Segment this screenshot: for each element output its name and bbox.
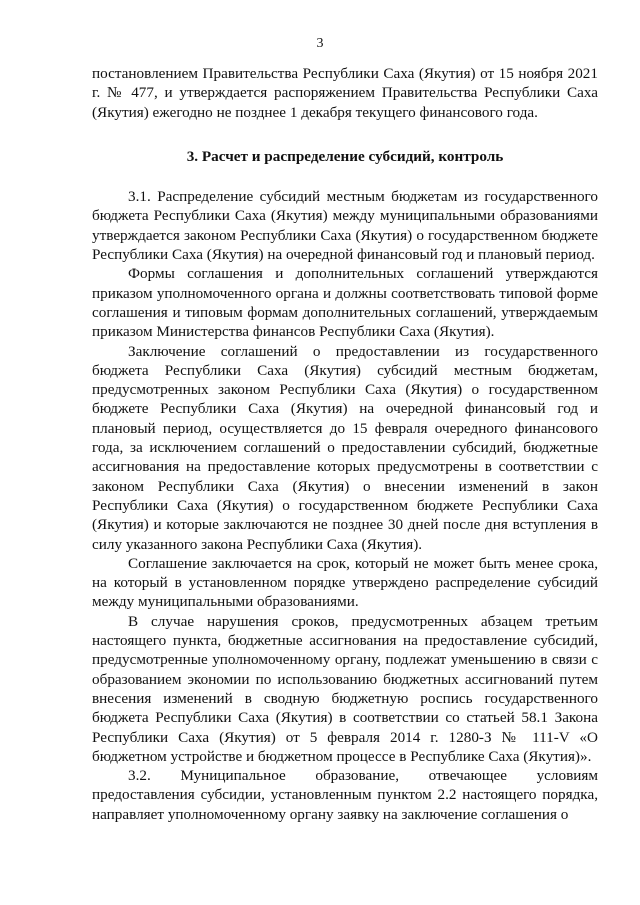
intro-paragraph: постановлением Правительства Республики Саха (Якутия) от 15 ноября 2021 г. № 477, и утверждается распоряжением Правительства Республики Саха (Якутия) ежегодно не позднее 1 декабря текущего финансового года. [92,65,598,121]
paragraph-agreement-conclusion: Заключение соглашений о предоставлении из государственного бюджета Республики Саха (Якутия) субсидий местным бюджетам, предусмотренных законом Республики Саха (Якутия) о государственном бюджете Республики Саха (Якутия) на очередной финансовый год и плановый период, осуществляется до 15 февраля очередного финансового года, за исключением соглашений о предоставлении субсидий, бюджетные ассигнования на предоставление которых предусмотрены в соответствии с законом Республики Саха (Якутия) о внесении изменений в закон Республики Саха (Якутия) о государственном бюджете Республики Саха (Якутия) и которые заключаются не позднее 30 дней после дня вступления в силу указанного закона Республики Саха (Якутия). [92,342,598,553]
document-body [92,64,598,824]
paragraph-agreement-term: Соглашение заключается на срок, который не может быть менее срока, на который в установленном порядке утверждено распределение субсидий между муниципальными образованиями. [92,554,598,611]
section-title: 3. Расчет и распределение субсидий, контроль [186,147,504,165]
paragraph-3-2: 3.2. Муниципальное образование, отвечающее условиям предоставления субсидии, установленным пунктом 2.2 настоящего порядка, направляет уполномоченному органу заявку на заключение соглашения о [92,767,598,823]
page-number: 3 [316,36,324,51]
paragraph-3-1: 3.1. Распределение субсидий местным бюджетам из государственного бюджета Республики Саха (Якутия) между муниципальными образованиями утверждается законом Республики Саха (Якутия) о государственном бюджете Республики Саха (Якутия) на очередной финансовый год и плановый период. [92,188,598,264]
paragraph-deadline-violation: В случае нарушения сроков, предусмотренных абзацем третьим настоящего пункта, бюджетные ассигнования на предоставление субсидий, предусмотренные уполномоченному органу, подлежат уменьшению в связи с образованием экономии по использованию бюджетных ассигнований путем внесения изменений в сводную бюджетную роспись государственного бюджета Республики Саха (Якутия) в соответствии со статьей 58.1 Закона Республики Саха (Якутия) от 5 февраля 2014 г. 1280-З № 111-V «О бюджетном устройстве и бюджетном процессе в Республике Саха (Якутия)». [92,612,598,765]
paragraph-agreement-forms: Формы соглашения и дополнительных соглашений утверждаются приказом уполномоченного органа и должны соответствовать типовой форме соглашения и типовым формам дополнительных соглашений, утверждаемым приказом Министерства финансов Республики Саха (Якутия). [92,265,598,341]
